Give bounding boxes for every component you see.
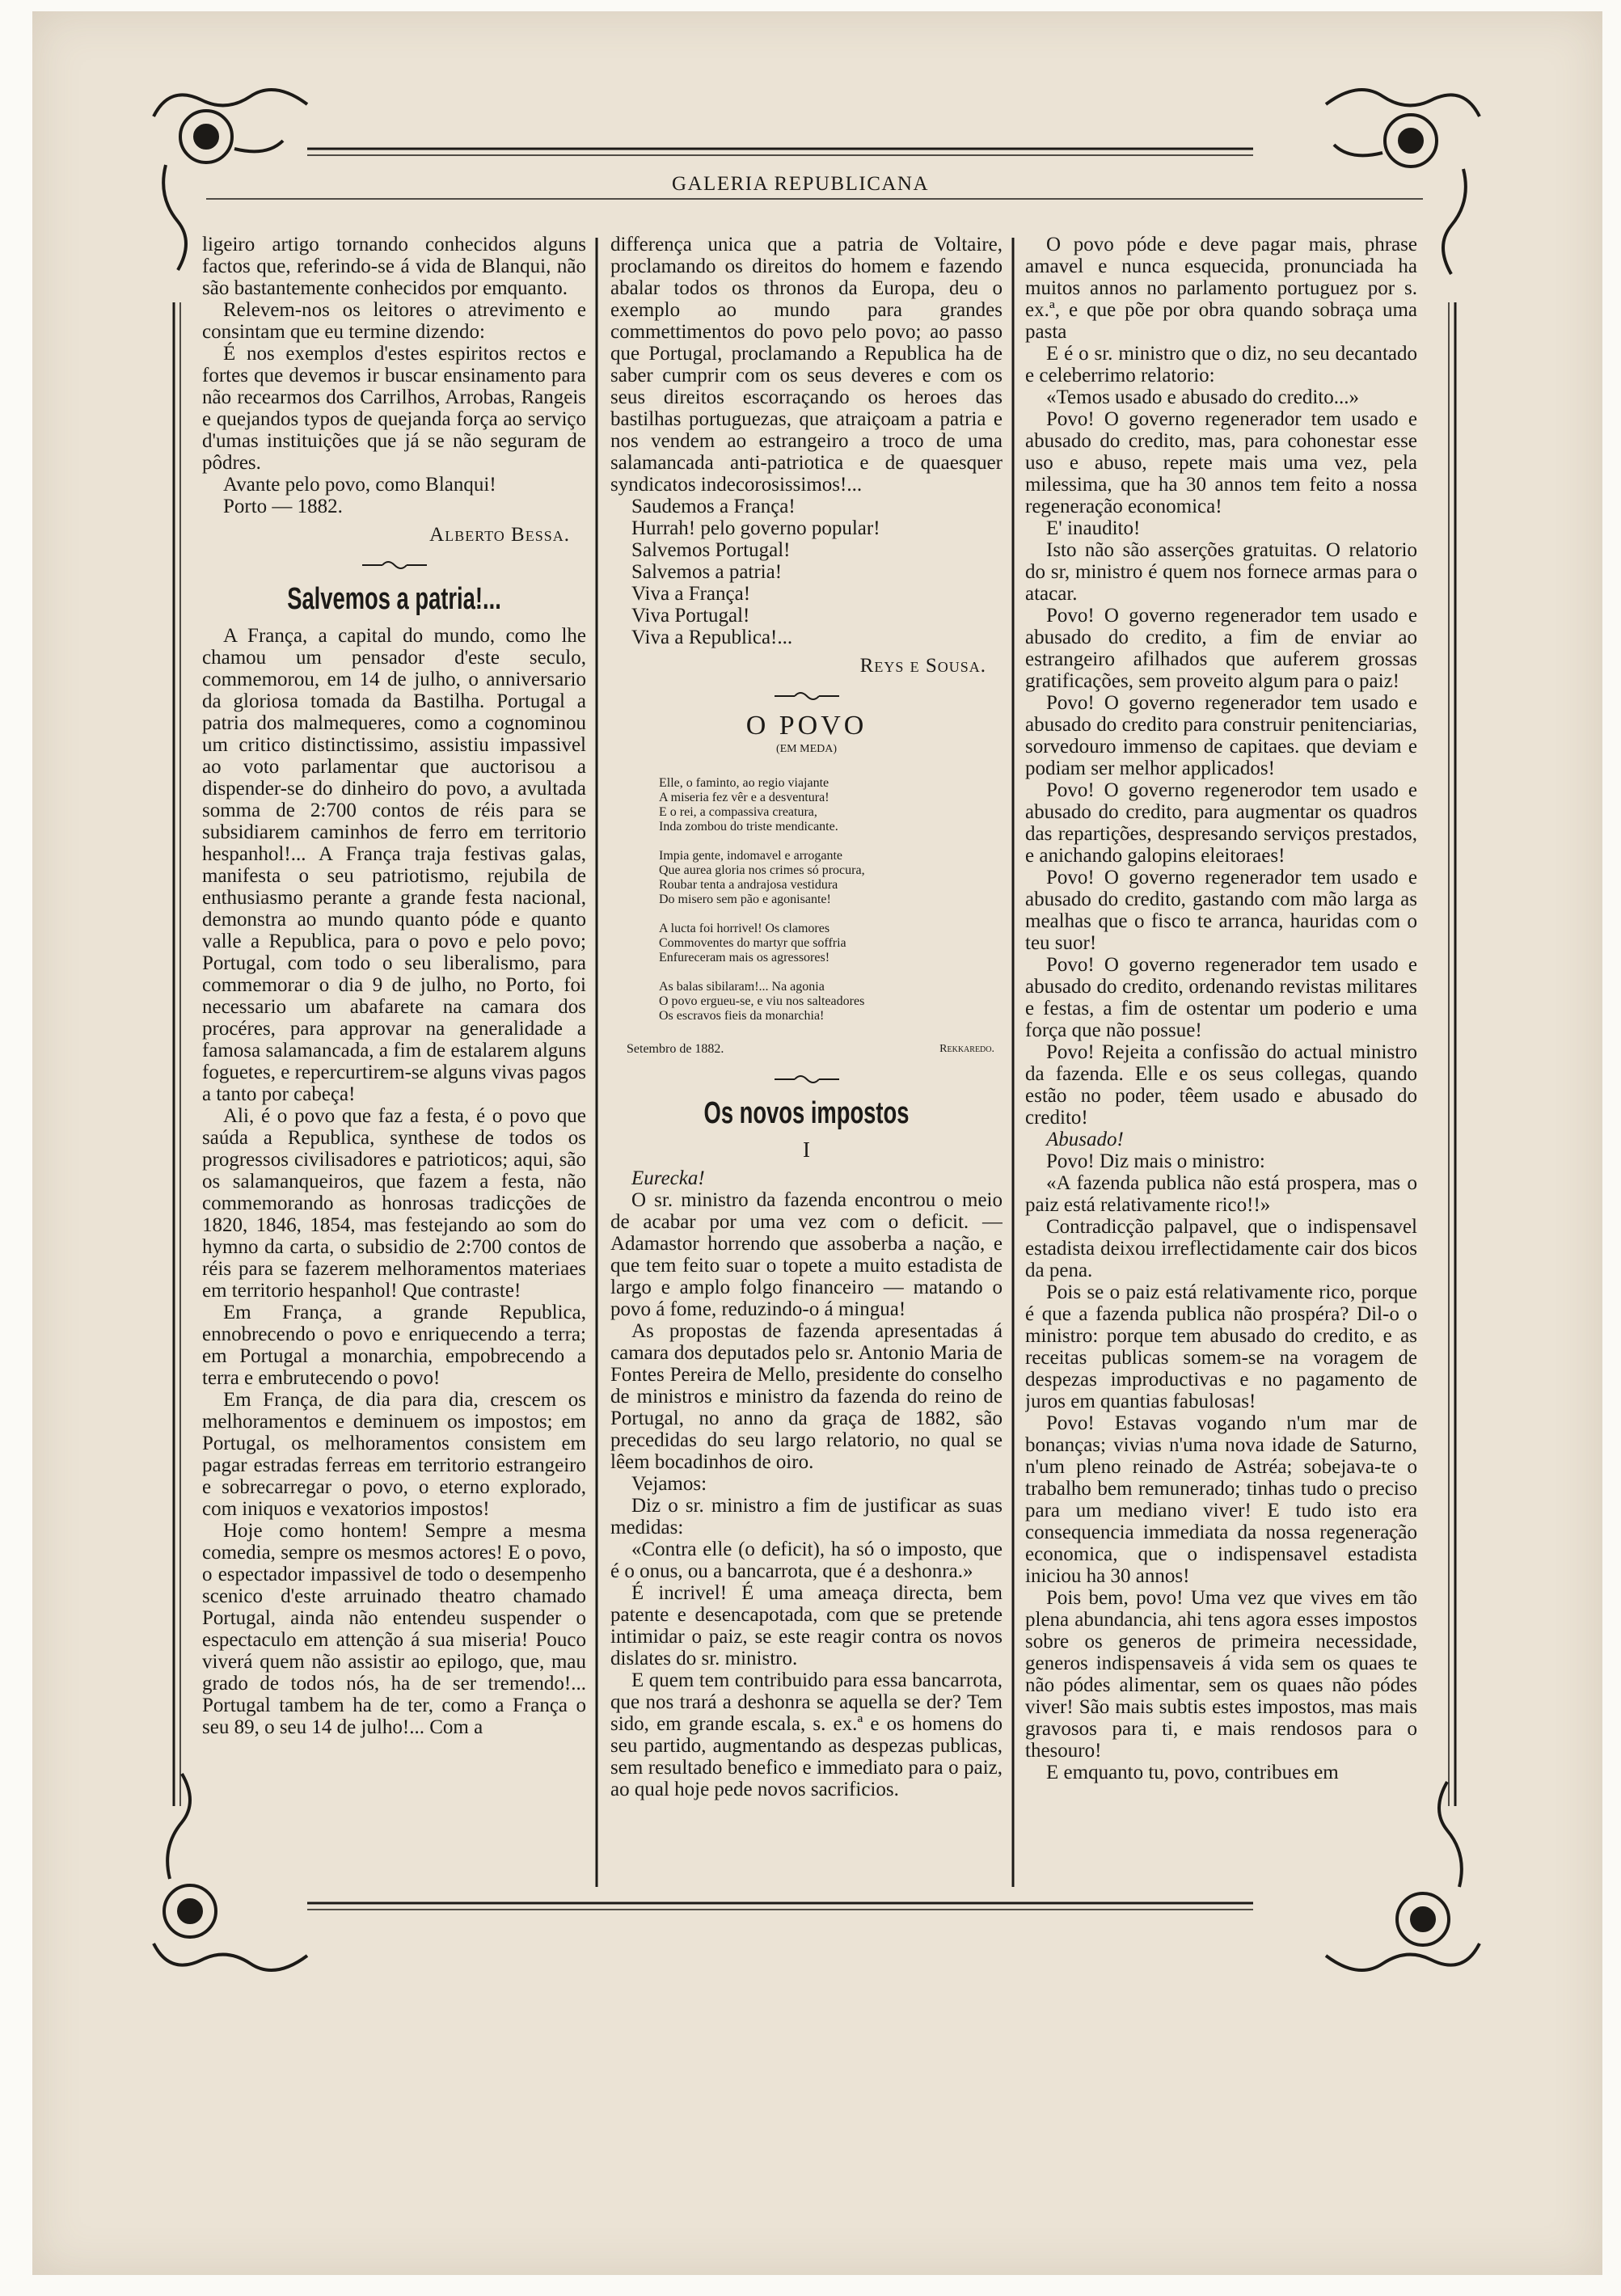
- column-2: [610, 234, 1003, 1875]
- poem-subtitle: (EM MEDA): [775, 743, 838, 755]
- paragraph: O povo póde e deve pagar mais, phrase amavel e nunca esquecida, pronunciada ha muitos annos no parlamento portuguez por s. ex.ª, e que põe por obra quando sobraça uma pasta: [1025, 234, 1417, 343]
- paragraph: Povo! O governo regenerador tem usado e abusado do credito para construir penitenciarias, sorvedouro immenso de capitaes. que deviam e podiam ser melhor applicados!: [1025, 692, 1417, 779]
- paragraph: O sr. ministro da fazenda encontrou o meio de acabar por uma vez com o deficit. — Adamastor horrendo que assoberba a nação, e que tem feito suar o topete a muito estadista de largo e amplo folgo financeiro — matando o povo á fome, reduzindo-o á mingua!: [610, 1189, 1003, 1320]
- poem-author: Rekkaredo.: [939, 1043, 994, 1055]
- verse-line: O povo ergueu-se, e viu nos salteadores: [659, 994, 865, 1008]
- paragraph: Pois bem, povo! Uma vez que vives em tão plena abundancia, ahi tens agora esses impostos sobre os generos de primeira necessidade, generos indispensaveis á vida sem os quaes te não pódes alimentar, sem os quaes não pódes viver! São mais subtis estes impostos, mas mais gravosos para ti, e mais rendosos para o thesouro!: [1025, 1587, 1417, 1762]
- paragraph: Vejamos:: [631, 1473, 707, 1495]
- paragraph: Hoje como hontem! Sempre a mesma comedia, sempre os mesmos actores! E o povo, o espectador impassivel de todo o desempenho scenico d'este arruinado theatro chamado Portugal, ainda não entendeu suspender o espectaculo em attenção á sua miseria! Pouco viverá quem não assistir ao epilogo, que, mau grado de todos nós, ha de ser tremendo!... Portugal tambem ha de ter, como a França o seu 89, o seu 14 de julho!... Com a: [202, 1520, 586, 1738]
- verse-line: Elle, o faminto, ao regio viajante: [659, 776, 829, 790]
- paragraph: Contradicção palpavel, que o indispensavel estadista deixou irreflectidamente cair dos bicos da pena.: [1025, 1216, 1417, 1281]
- exclamation-line: Viva a França!: [631, 583, 751, 605]
- signature-alberto-bessa: Alberto Bessa.: [429, 524, 570, 546]
- verse-line: Do misero sem pão e agonisante!: [659, 893, 831, 906]
- exclamation-line: Salvemos Portugal!: [631, 539, 791, 561]
- section-number: I: [803, 1137, 810, 1162]
- paragraph: Povo! O governo regenerador tem usado e abusado do credito, ordenando revistas militares e festas, a fim de ostentar um poderio e uma força que não possue!: [1025, 954, 1417, 1041]
- poem-stanza-1: [659, 776, 1003, 834]
- verse-line: As balas sibilaram!... Na agonia: [659, 980, 825, 994]
- paragraph: Povo! Rejeita a confissão do actual ministro da fazenda. Elle e os seus collegas, quando estão no poder, têem usado e abusado do credito!: [1025, 1041, 1417, 1129]
- exclamation-line: Viva Portugal!: [631, 605, 750, 627]
- poem-title: O POVO: [745, 711, 867, 741]
- verse-line: Que aurea gloria nos crimes só procura,: [659, 863, 865, 877]
- newspaper-page: [32, 11, 1602, 2275]
- paragraph: Relevem-nos os leitores o atrevimento e consintam que eu termine dizendo:: [202, 299, 586, 343]
- quote: «Contra elle (o deficit), ha só o imposto, que é o onus, ou a bancarrota, que é a deshonra.»: [610, 1538, 1003, 1582]
- column-1: [202, 234, 586, 1875]
- paragraph: Em França, de dia para dia, crescem os melhoramentos e deminuem os impostos; em Portugal, os melhoramentos consistem em pagar estradas ferreas em territorio estrangeiro e sobrecarregar o povo, o eterno explorado, com iniquos e vexatorios impostos!: [202, 1389, 586, 1520]
- column-3: [1025, 234, 1417, 1875]
- paragraph: Povo! O governo regenerador tem usado e abusado do credito, gastando com mão larga as mealhas que o fisco te arranca, hauridas com o teu suor!: [1025, 867, 1417, 954]
- paragraph: Povo! O governo regenerador tem usado e abusado do credito, a fim de enviar ao estrangeiro afilhados que auferem grossas gratificações, sem proveito algum para o paiz!: [1025, 605, 1417, 692]
- exclamation-line: Saudemos a França!: [631, 496, 796, 517]
- quote: «A fazenda publica não está prospera, mas o paiz está relativamente rico!!»: [1025, 1172, 1417, 1216]
- verse-line: E o rei, a compassiva creatura,: [659, 805, 817, 819]
- signature-reys-sousa: Reys e Sousa.: [859, 655, 986, 677]
- verse-line: Roubar tenta a andrajosa vestidura: [659, 878, 838, 892]
- exclamation-line: Salvemos a patria!: [631, 561, 783, 583]
- poem-stanza-4: [659, 980, 1003, 1023]
- exclamation-abusado: Abusado!: [1046, 1129, 1124, 1150]
- ornament-divider: [610, 685, 1003, 707]
- poem-date: Setembro de 1882.: [627, 1042, 724, 1056]
- verse-line: Commoventes do martyr que soffria: [659, 936, 846, 950]
- paragraph: Em França, a grande Republica, ennobrecendo o povo e enriquecendo a terra; em Portugal a monarchia, empobrecendo a terra e embrutecendo o povo!: [202, 1302, 586, 1389]
- paragraph: É incrivel! É uma ameaça directa, bem patente e desencapotada, com que se pretende intimidar o paiz, se este reagir contra os novos dislates do sr. ministro.: [610, 1582, 1003, 1669]
- paragraph: É nos exemplos d'estes espiritos rectos e fortes que devemos ir buscar ensinamento para não recearmos dos Carrilhos, Arrobas, Rangeis e quejandos typos de quejanda força ao serviço d'umas instituições que já se não seguram de pôdres.: [202, 343, 586, 474]
- article-title-novos-impostos: Os novos impostos: [703, 1096, 910, 1130]
- exclamation-eurecka: Eurecka!: [631, 1167, 705, 1189]
- paragraph: [1025, 1129, 1417, 1150]
- paragraph: E emquanto tu, povo, contribues em: [1046, 1762, 1339, 1783]
- poem-signature: [627, 1038, 994, 1060]
- exclamation-line: Hurrah! pelo governo popular!: [631, 517, 880, 539]
- paragraph: differença unica que a patria de Voltaire, proclamando os direitos do homem e fazendo abalar todos os thronos da Europa, deu o exemplo ao mundo para grandes commettimentos do povo pelo povo; ao passo que Portugal, proclamando a Republica ha de saber cumprir com os seus deveres e com os seus direitos escorraçando os heroes das bastilhas portuguezas, que atraiçoam a patria e nos vendem ao estrangeiro a troco de uma salamancada anti-patriotica e de quaesquer syndicatos indecorosissimos!...: [610, 234, 1003, 496]
- verse-line: Os escravos fieis da monarchia!: [659, 1009, 825, 1023]
- ornament-divider: [202, 554, 586, 576]
- paragraph: Povo! O governo regenerodor tem usado e abusado do credito, para augmentar os quadros das repartições, despresando serviços prestados, e anichando galopins eleitoraes!: [1025, 779, 1417, 867]
- verse-line: Impia gente, indomavel e arrogante: [659, 849, 843, 863]
- ornament-divider: [610, 1068, 1003, 1090]
- paragraph: Pois se o paiz está relativamente rico, porque é que a fazenda publica não prospéra? Dil-o o ministro: porque tem abusado do credito, e as receitas publicas somem-se na voragem de despezas improductivas e no pagamento de juros em quantias fabulosas!: [1025, 1281, 1417, 1412]
- running-header: GALERIA REPUBLICANA: [671, 173, 930, 195]
- paragraph: Povo! Estavas vogando n'um mar de bonanças; vivias n'uma nova idade de Saturno, n'um pleno reinado de Astréa; sobejava-te o trabalho bem remunerado; tinhas tudo o preciso para um mediano viver! E tudo isto era consequencia immediata da nossa regeneração economica, que o indispensavel estadista iniciou ha 30 annos!: [1025, 1412, 1417, 1587]
- article-title-salvemos: Salvemos a patria!...: [287, 582, 501, 616]
- poem-stanza-3: [659, 922, 1003, 965]
- paragraph: Povo! O governo regenerador tem usado e abusado do credito, mas, para cohonestar esse uso e abuso, repete mais uma vez, pela milessima, que ha 30 annos tem feito a nossa regeneração economica!: [1025, 408, 1417, 517]
- paragraph: E quem tem contribuido para essa bancarrota, que nos trará a deshonra se aquella se der? Tem sido, em grande escala, s. ex.ª e os homens do seu partido, augmentando as despezas publicas, sem resultado benefico e immediato para o paiz, ao qual hoje pede novos sacrificios.: [610, 1669, 1003, 1800]
- paragraph: Avante pelo povo, como Blanqui!: [223, 474, 496, 496]
- paragraph: Diz o sr. ministro a fim de justificar as suas medidas:: [610, 1495, 1003, 1538]
- paragraph: Povo! Diz mais o ministro:: [1046, 1150, 1265, 1172]
- paragraph: Porto — 1882.: [223, 496, 343, 517]
- verse-line: A lucta foi horrivel! Os clamores: [659, 922, 830, 935]
- paragraph: Isto não são asserções gratuitas. O relatorio do sr, ministro é quem nos fornece armas para o atacar.: [1025, 539, 1417, 605]
- verse-line: Inda zombou do triste mendicante.: [659, 820, 838, 834]
- exclamation-line: Viva a Republica!...: [631, 627, 793, 648]
- paragraph: A França, a capital do mundo, como lhe chamou um pensador d'este seculo, commemorou, em 14 de julho, o anniversario da gloriosa tomada da Bastilha. Portugal a patria dos malmequeres, como a cognominou um critico distinctissimo, assistiu impassivel ao voto parlamentar que auctorisou a dispender-se do dinheiro do povo, a avultada somma de 2:700 contos de réis para se subsidiarem caminhos de ferro em territorio hespanhol!... A França traja festivas galas, manifesta o seu patriotismo, rejubila de enthusiasmo perante a grande festa nacional, demonstra ao mundo quanto póde e quanto valle a Republica, para o povo e pelo povo; Portugal, com todo o seu liberalismo, para commemorar o dia 9 de julho, no Porto, foi necessario um abafarete na camara dos procéres, para approvar na generalidade a famosa salamancada, a fim de estalarem alguns foguetes, e repercurtirem-se alguns vivas pagos a tanto por cabeça!: [202, 625, 586, 1105]
- paragraph: Ali, é o povo que faz a festa, é o povo que saúda a Republica, synthese de todos os progressos civilisadores e patrioticos; aqui, são os salamanqueiros, que fazem a festa, não commemorando as honrosas tradicções de 1820, 1846, 1854, mas festejando ao som do hymno da carta, o subsidio de 2:700 contos de réis para se fazerem melhoramentos materiaes em territorio hespanhol! Que contraste!: [202, 1105, 586, 1302]
- quote: «Temos usado e abusado do credito...»: [1046, 386, 1360, 408]
- verse-line: A miseria fez vêr e a desventura!: [659, 791, 829, 804]
- paragraph: E é o sr. ministro que o diz, no seu decantado e celeberrimo relatorio:: [1025, 343, 1417, 386]
- paragraph: As propostas de fazenda apresentadas á camara dos deputados pelo sr. Antonio Maria de Fontes Pereira de Mello, presidente do conselho de ministros e ministro da fazenda do reino de Portugal, no anno da graça de 1882, são precedidas do seu largo relatorio, no qual se lêem bocadinhos de oiro.: [610, 1320, 1003, 1473]
- paragraph: E' inaudito!: [1046, 517, 1141, 539]
- paragraph: ligeiro artigo tornando conhecidos alguns factos que, referindo-se á vida de Blanqui, não são bastantemente conhecidos por emquanto.: [202, 234, 586, 299]
- paragraph: [610, 1167, 1003, 1189]
- poem-stanza-2: [659, 849, 1003, 907]
- verse-line: Enfureceram mais os agressores!: [659, 951, 830, 964]
